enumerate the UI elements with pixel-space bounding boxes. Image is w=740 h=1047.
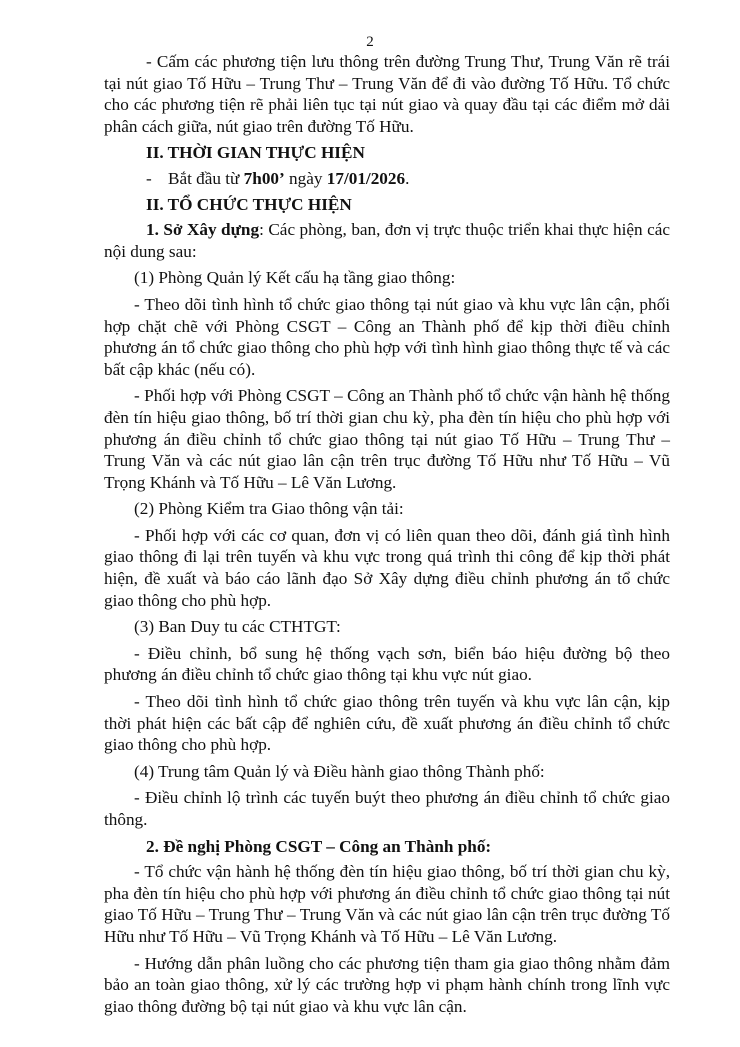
sub1-title: (1) Phòng Quản lý Kết cấu hạ tầng giao thông: (134, 268, 456, 288)
sub4-paragraph-1: - Điều chỉnh lộ trình các tuyến buýt theo phương án điều chỉnh tổ chức giao thông. (104, 788, 670, 829)
section-org-heading: II. TỔ CHỨC THỰC HIỆN (146, 194, 352, 214)
bullet-dash: - (146, 168, 152, 188)
intro-paragraph: - Cấm các phương tiện lưu thông trên đường Trung Thư, Trung Văn rẽ trái tại nút giao Tố Hữu – Trung Thư – Trung Văn để đi vào đường Tố Hữu. Tổ chức cho các phương tiện rẽ phải liên tục tại nút giao và quay đầu tại các điểm mở dải phân cách giữa, nút giao trên đường Tố Hữu. (104, 52, 670, 136)
page-number: 2 (366, 34, 374, 50)
item1-text: : Các phòng, ban, đơn vị trực thuộc triển khai thực hiện các nội dung sau: (104, 220, 671, 261)
start-time-date: 17/01/2026 (326, 168, 406, 188)
item2-paragraph-2: - Hướng dẫn phân luồng cho các phương tiện tham gia giao thông nhằm đảm bảo an toàn giao thông, xử lý các trường hợp vi phạm hành chính trong lĩnh vực giao thông đường bộ tại nút giao và khu vực lân cận. (104, 953, 670, 1016)
sub1-paragraph-2: - Phối hợp với Phòng CSGT – Công an Thành phố tổ chức vận hành hệ thống đèn tín hiệu giao thông, bố trí thời gian chu kỳ, pha đèn tín hiệu cho phù hợp với phương án điều chỉnh tổ chức giao thông tại nút giao Tố Hữu – Trung Thư – Trung Văn và các nút giao lân cận trên trục đường Tố Hữu như Tố Hữu – Vũ Trọng Khánh và Tố Hữu – Lê Văn Lương. (104, 386, 670, 492)
sub3-paragraph-1: - Điều chỉnh, bổ sung hệ thống vạch sơn, biển báo hiệu đường bộ theo phương án điều chỉnh tổ chức giao thông tại khu vực nút giao. (104, 643, 670, 685)
start-time-hour: 7h00’ (243, 168, 285, 188)
item1-label: 1. Sở Xây dựng (146, 220, 260, 240)
sub3-title: (3) Ban Duy tu các CTHTGT: (134, 617, 341, 637)
sub3-paragraph-2: - Theo dõi tình hình tổ chức giao thông trên tuyến và khu vực lân cận, kịp thời phát hiện các bất cập để nghiên cứu, đề xuất phương án điều chỉnh tổ chức giao thông cho phù hợp. (104, 692, 670, 755)
sub4-title: (4) Trung tâm Quản lý và Điều hành giao thông Thành phố: (134, 761, 545, 781)
sub1-paragraph-1: - Theo dõi tình hình tổ chức giao thông tại nút giao và khu vực lân cận, phối hợp chặt chẽ với Phòng CSGT – Công an Thành phố để kịp thời điều chỉnh phương án tổ chức giao thông cho phù hợp với tình hình giao thông thực tế và các bất cập khác (nếu có). (104, 294, 670, 379)
sub2-paragraph-1: - Phối hợp với các cơ quan, đơn vị có liên quan theo dõi, đánh giá tình hình giao thông đi lại trên tuyến và khu vực trong quá trình thi công để kịp thời phát hiện, đề xuất và báo cáo lãnh đạo Sở Xây dựng điều chỉnh phương án tổ chức giao thông cho phù hợp. (104, 525, 670, 610)
start-time-prefix: Bắt đầu từ (168, 168, 244, 188)
start-time-end: . (405, 168, 410, 188)
section-time-heading: II. THỜI GIAN THỰC HIỆN (146, 143, 365, 163)
start-time-middle: ngày (284, 168, 327, 188)
item1-paragraph (104, 219, 670, 262)
document-body (104, 51, 670, 1022)
item2-heading: 2. Đề nghị Phòng CSGT – Công an Thành phố: (146, 836, 492, 856)
start-time-bullet (146, 168, 670, 190)
item2-paragraph-1: - Tổ chức vận hành hệ thống đèn tín hiệu giao thông, bố trí thời gian chu kỳ, pha đèn tín hiệu cho phù hợp với phương án điều chỉnh tổ chức giao thông tại nút giao Tố Hữu – Trung Thư – Trung Văn và các nút giao lân cận trên trục đường Tố Hữu như Tố Hữu – Vũ Trọng Khánh và Tố Hữu – Lê Văn Lương. (104, 862, 670, 946)
sub2-title: (2) Phòng Kiểm tra Giao thông vận tải: (134, 499, 404, 519)
